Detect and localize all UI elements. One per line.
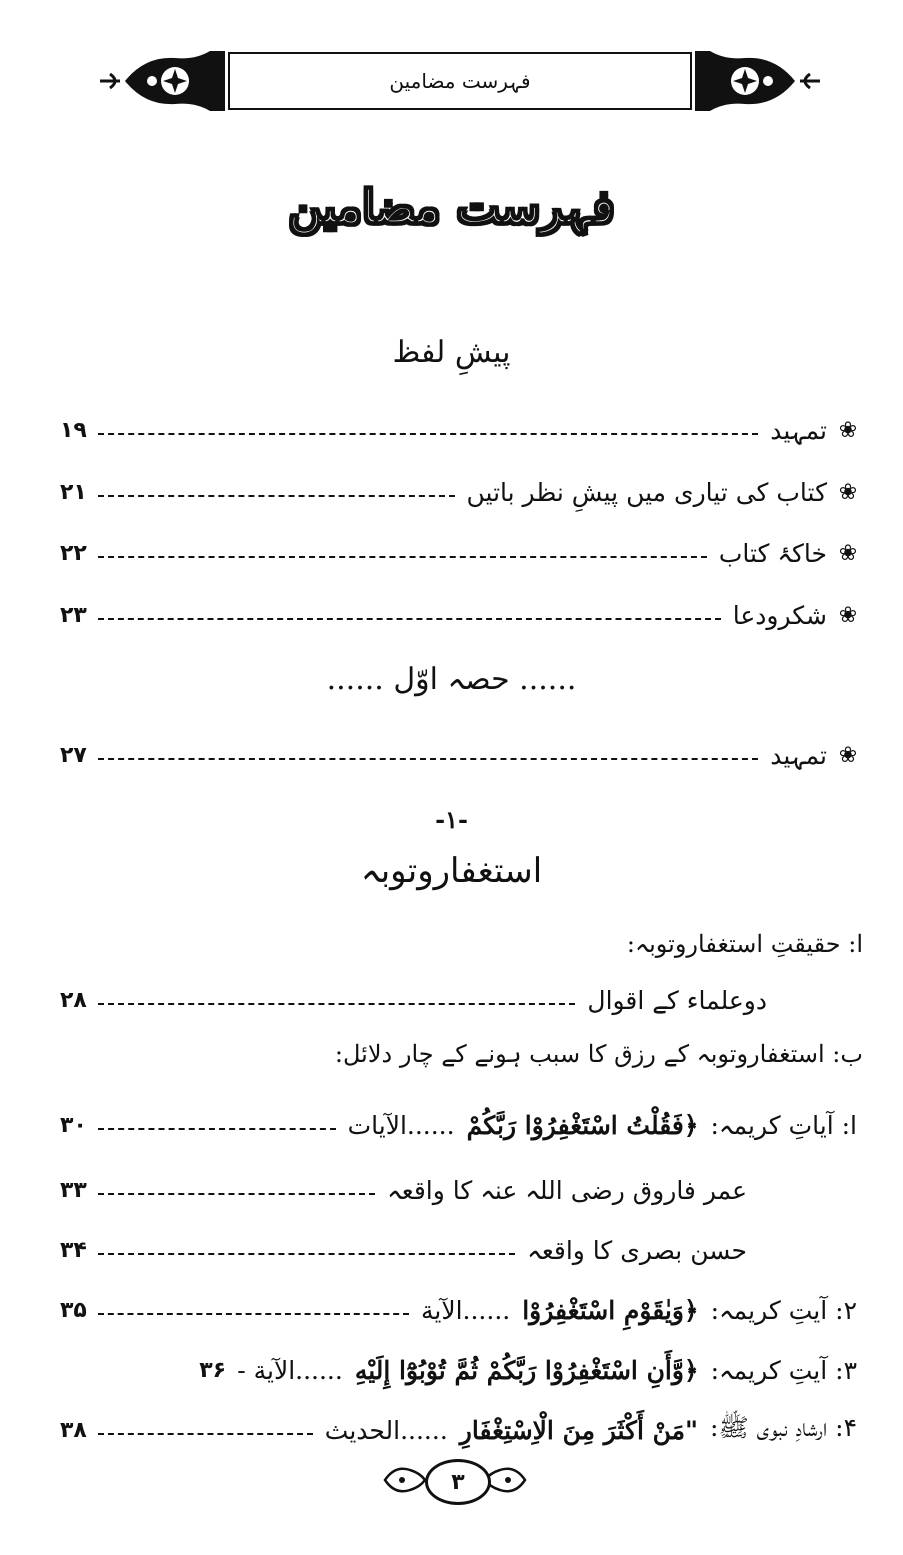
quran-verse: ﴿فَقُلْتُ اسْتَغْفِرُوْا رَبَّكُمْ <box>466 1110 699 1140</box>
toc-page-number: ۳۳ <box>60 1177 87 1203</box>
toc-page-number: ۲۷ <box>60 742 87 768</box>
chapter-number: -۱- <box>435 805 468 834</box>
toc-page-number: ۳۴ <box>60 1237 87 1263</box>
toc-page-number: ۳۵ <box>60 1297 87 1323</box>
toc-entry-label: شکرودعا <box>732 600 827 630</box>
toc-entry[interactable] <box>60 467 863 517</box>
header-frame <box>228 52 692 110</box>
toc-entry-prefix: ۲: آیتِ کریمہ: <box>710 1295 857 1325</box>
leader-dots <box>98 1433 313 1435</box>
toc-entry[interactable] <box>60 730 863 780</box>
toc-entry-suffix: ......الآیة - <box>237 1355 343 1385</box>
leader-dots <box>98 1128 336 1130</box>
toc-page-number: ۲۱ <box>60 479 87 505</box>
subsection-label-a: ا: حقیقتِ استغفاروتوبہ: <box>626 930 863 958</box>
toc-page-number: ۲۸ <box>60 987 87 1013</box>
toc-entry[interactable] <box>60 975 773 1025</box>
leader-dots <box>98 618 721 620</box>
toc-entry-prefix: ا: آیاتِ کریمہ: <box>710 1110 857 1140</box>
toc-entry[interactable] <box>60 1285 863 1335</box>
section-heading-preface: پیشِ لفظ <box>392 335 511 370</box>
page-number-ornament <box>380 1455 530 1505</box>
toc-entry-label: دوعلماء کے اقوال <box>587 985 767 1015</box>
toc-entry-label: خاکۂ کتاب <box>718 538 827 568</box>
toc-entry-prefix: ۴: ارشادِ نبوی ﷺ: <box>710 1412 857 1442</box>
leader-dots <box>98 433 758 435</box>
flower-bullet-icon: ❀ <box>838 417 858 443</box>
toc-entry-suffix: ......الآیة <box>420 1295 511 1325</box>
page-title: فہرست مضامین <box>288 180 615 234</box>
toc-page-number: ۳۸ <box>60 1417 87 1443</box>
flower-bullet-icon: ❀ <box>838 479 858 505</box>
page-number: ۳ <box>425 1459 491 1505</box>
quran-verse: ﴿وَّأَنِ اسْتَغْفِرُوْا رَبَّكُمْ ثُمَّ تُوْبُوْٓا إِلَيْهِ <box>354 1355 699 1385</box>
toc-entry[interactable] <box>60 1165 753 1215</box>
toc-entry-prefix: ۳: آیتِ کریمہ: <box>710 1355 857 1385</box>
toc-entry[interactable] <box>60 1345 863 1395</box>
running-header-title: فہرست مضامین <box>389 69 531 93</box>
toc-entry[interactable] <box>60 1100 863 1150</box>
running-header <box>100 46 820 116</box>
section-heading-part-one: ...... حصہ اوّل ...... <box>326 662 577 697</box>
leader-dots <box>98 495 455 497</box>
toc-entry-suffix: ......الحديث <box>324 1415 448 1445</box>
leader-dots <box>98 758 758 760</box>
toc-entry[interactable] <box>60 405 863 455</box>
toc-page-number: ۲۲ <box>60 540 87 566</box>
leader-dots <box>98 1003 575 1005</box>
leader-dots <box>98 556 707 558</box>
leader-dots <box>98 1253 515 1255</box>
toc-entry[interactable] <box>60 528 863 578</box>
quran-verse: ﴿وَيٰقَوْمِ اسْتَغْفِرُوْا <box>522 1295 699 1325</box>
toc-entry[interactable] <box>60 1405 863 1455</box>
toc-entry[interactable] <box>60 1225 753 1275</box>
flower-bullet-icon: ❀ <box>838 540 858 566</box>
toc-entry-label: عمر فاروق رضی اللہ عنہ کا واقعہ <box>387 1175 747 1205</box>
toc-entry-suffix: ......الآیات <box>347 1110 455 1140</box>
ornament-icon <box>100 46 230 116</box>
toc-entry-label: تمہید <box>770 415 827 445</box>
chapter-heading: استغفاروتوبہ <box>360 851 543 891</box>
toc-entry-label: تمہید <box>770 740 827 770</box>
subsection-label-b: ب: استغفاروتوبہ کے رزق کا سبب ہونے کے چار دلائل: <box>334 1040 863 1068</box>
flower-bullet-icon: ❀ <box>838 742 858 768</box>
toc-page-number: ۳۰ <box>60 1112 87 1138</box>
ornament-icon <box>690 46 820 116</box>
hadith-text: "مَنْ أَكْثَرَ مِنَ الْاِسْتِغْفَارِ <box>459 1415 699 1445</box>
leader-dots <box>98 1313 409 1315</box>
toc-page-number: ۲۳ <box>60 602 87 628</box>
toc-entry[interactable] <box>60 590 863 640</box>
leader-dots <box>98 1193 375 1195</box>
toc-entry-label: حسن بصری کا واقعہ <box>527 1235 747 1265</box>
toc-page-number: ۳۶ <box>199 1357 227 1383</box>
toc-page-number: ۱۹ <box>60 417 87 443</box>
toc-entry-label: کتاب کی تیاری میں پیشِ نظر باتیں <box>466 477 827 507</box>
flower-bullet-icon: ❀ <box>838 602 858 628</box>
